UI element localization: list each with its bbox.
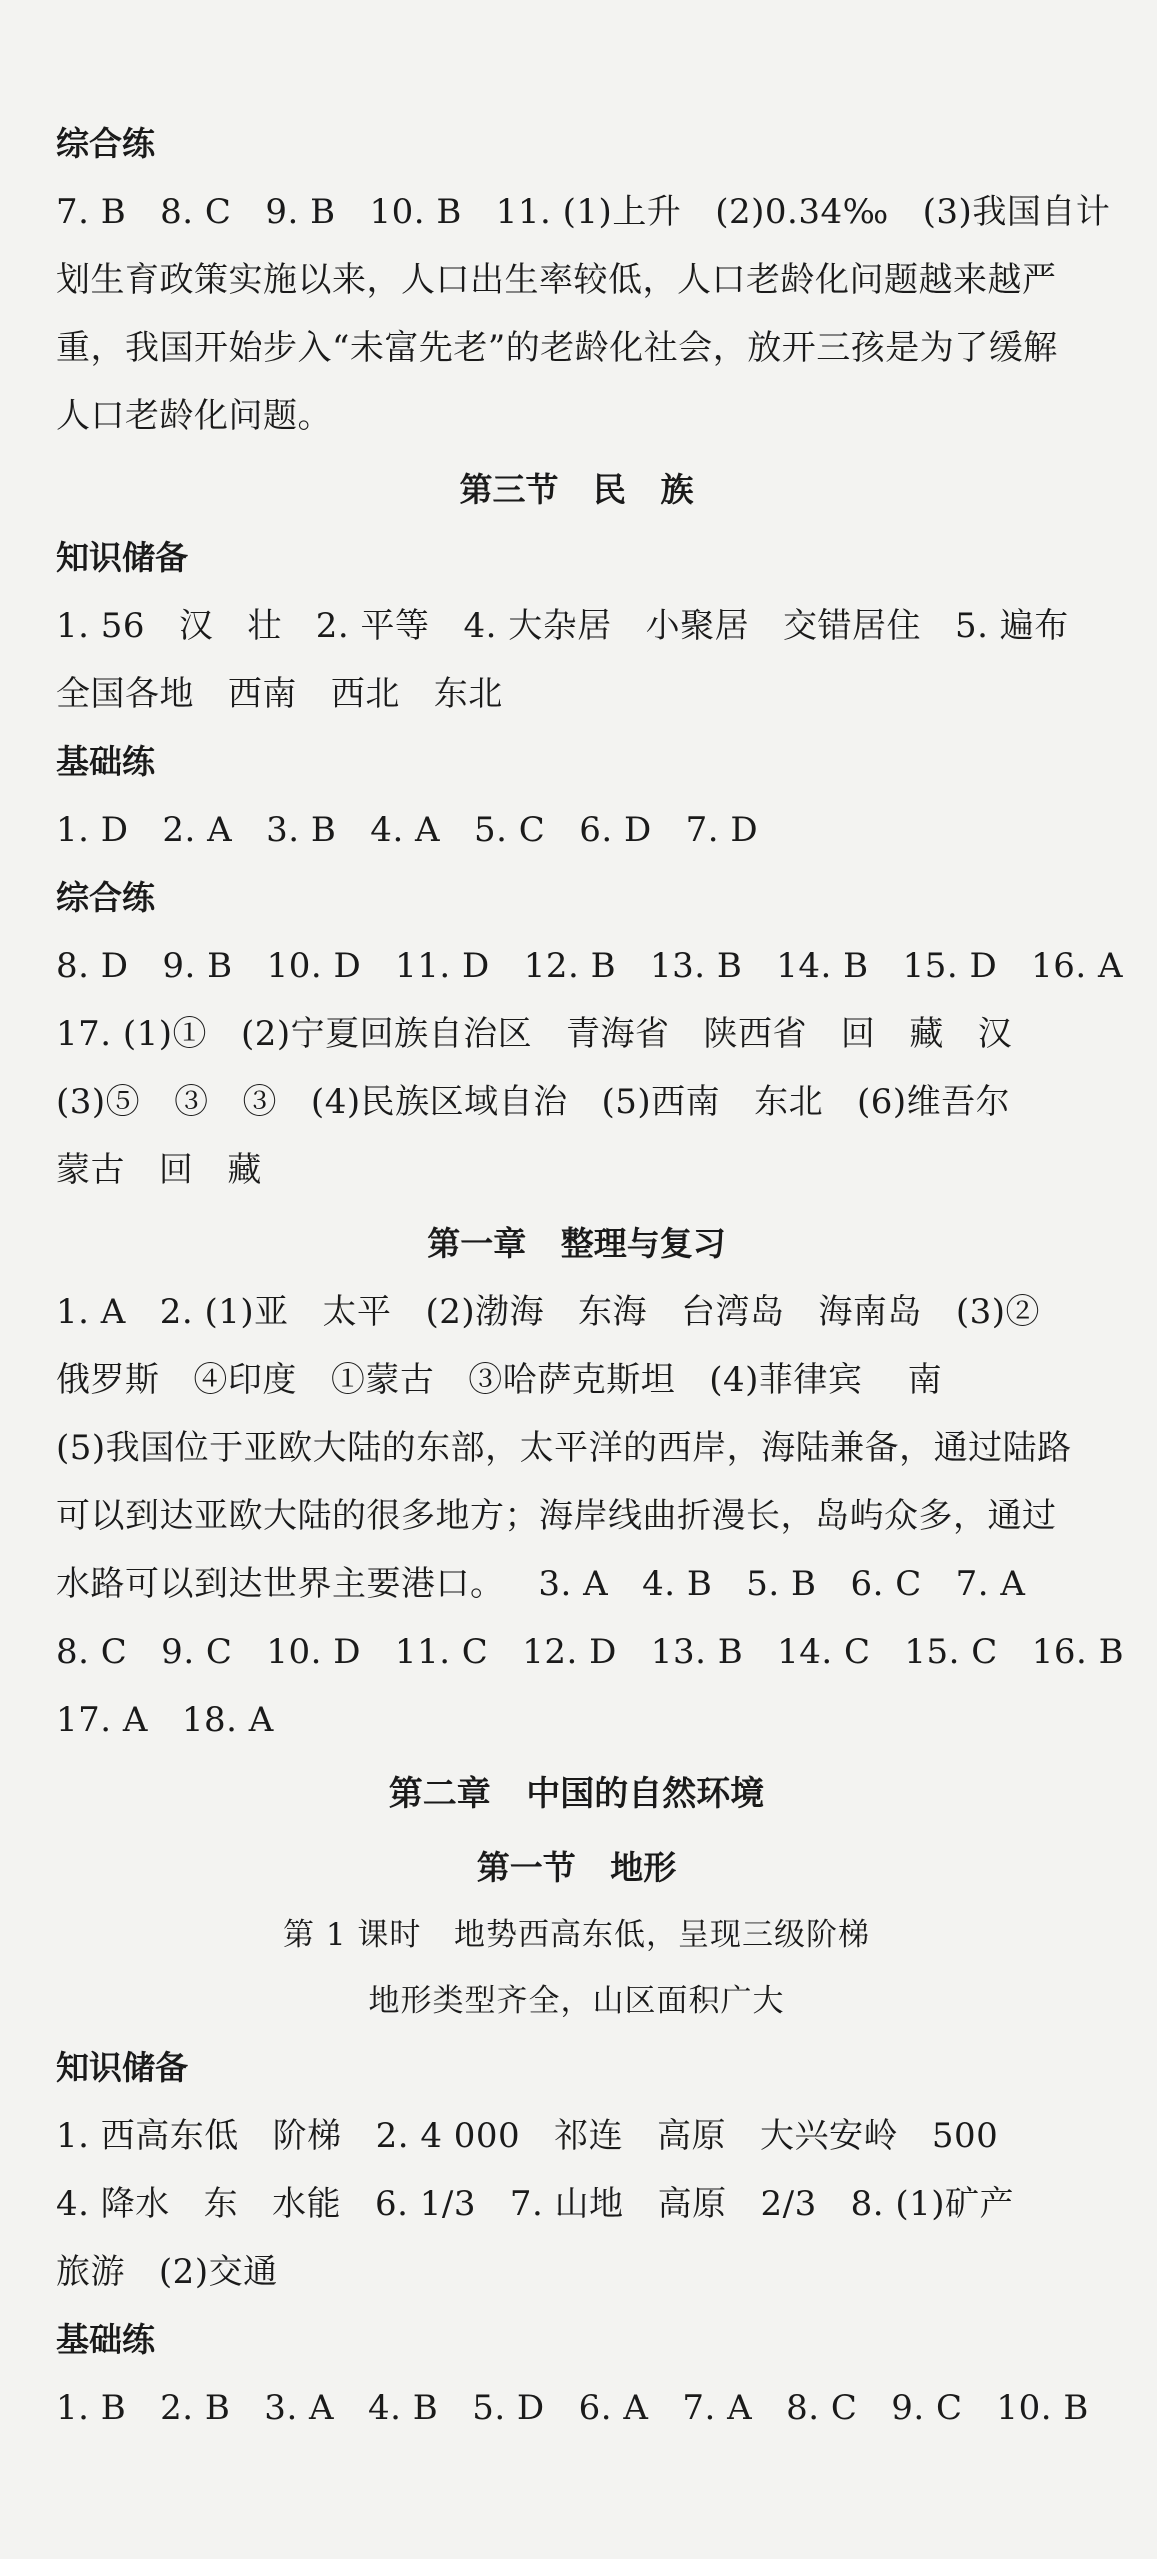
section-heading: 基础练 [56, 742, 155, 781]
answer-line: 俄罗斯 ④印度 ①蒙古 ③哈萨克斯坦 (4)菲律宾 南 [56, 1360, 943, 1400]
answer-line: 可以到达亚欧大陆的很多地方；海岸线曲折漫长，岛屿众多，通过 [56, 1496, 1057, 1536]
answer-line: (5)我国位于亚欧大陆的东部，太平洋的西岸，海陆兼备，通过陆路 [56, 1428, 1072, 1468]
answer-line: 人口老龄化问题。 [56, 396, 332, 436]
answer-content [56, 110, 1125, 2442]
answer-line: 1. 56 汉 壮 2. 平等 4. 大杂居 小聚居 交错居住 5. 遍布 [56, 606, 1069, 646]
section-heading: 综合练 [56, 124, 155, 163]
answer-line: 1. B 2. B 3. A 4. B 5. D 6. A 7. A 8. C 9. C 10. B [56, 2388, 1089, 2428]
answer-line: 重，我国开始步入“未富先老”的老龄化社会，放开三孩是为了缓解 [56, 328, 1058, 368]
section-heading: 综合练 [56, 878, 155, 917]
answer-line: 蒙古 回 藏 [56, 1150, 262, 1190]
lesson-title: 地形类型齐全，山区面积广大 [368, 1983, 785, 2019]
answer-line: (3)⑤ ③ ③ (4)民族区域自治 (5)西南 东北 (6)维吾尔 [56, 1082, 1011, 1122]
answer-line: 1. A 2. (1)亚 太平 (2)渤海 东海 台湾岛 海南岛 (3)② [56, 1292, 1040, 1332]
section-title: 第一章 整理与复习 [427, 1224, 726, 1263]
answer-line: 8. D 9. B 10. D 11. D 12. B 13. B 14. B 15. D 16. A [56, 946, 1124, 986]
answer-line: 8. C 9. C 10. D 11. C 12. D 13. B 14. C 15. C 16. B [56, 1632, 1125, 1672]
answer-line: 17. A 18. A [56, 1700, 274, 1740]
section-heading: 基础练 [56, 2320, 155, 2359]
section-title: 第一节 地形 [476, 1848, 677, 1887]
section-title: 第三节 民 族 [459, 470, 694, 509]
answer-line: 1. 西高东低 阶梯 2. 4 000 祁连 高原 大兴安岭 500 [56, 2116, 999, 2156]
answer-line: 旅游 (2)交通 [56, 2252, 278, 2292]
lesson-title: 第 1 课时 地势西高东低，呈现三级阶梯 [283, 1917, 870, 1953]
answer-line: 4. 降水 东 水能 6. 1/3 7. 山地 高原 2/3 8. (1)矿产 [56, 2184, 1015, 2224]
section-heading: 知识储备 [56, 538, 188, 577]
answer-line: 划生育政策实施以来，人口出生率较低，人口老龄化问题越来越严 [56, 260, 1057, 300]
chapter-title: 第二章 中国的自然环境 [388, 1774, 765, 1814]
answer-line: 7. B 8. C 9. B 10. B 11. (1)上升 (2)0.34‰ (3)我国自计 [56, 192, 1111, 232]
answer-line: 全国各地 西南 西北 东北 [56, 674, 503, 714]
section-heading: 知识储备 [56, 2048, 188, 2087]
answer-line: 17. (1)① (2)宁夏回族自治区 青海省 陕西省 回 藏 汉 [56, 1014, 1013, 1054]
answer-line: 1. D 2. A 3. B 4. A 5. C 6. D 7. D [56, 810, 759, 850]
answer-line: 水路可以到达世界主要港口。 3. A 4. B 5. B 6. C 7. A [56, 1564, 1026, 1604]
